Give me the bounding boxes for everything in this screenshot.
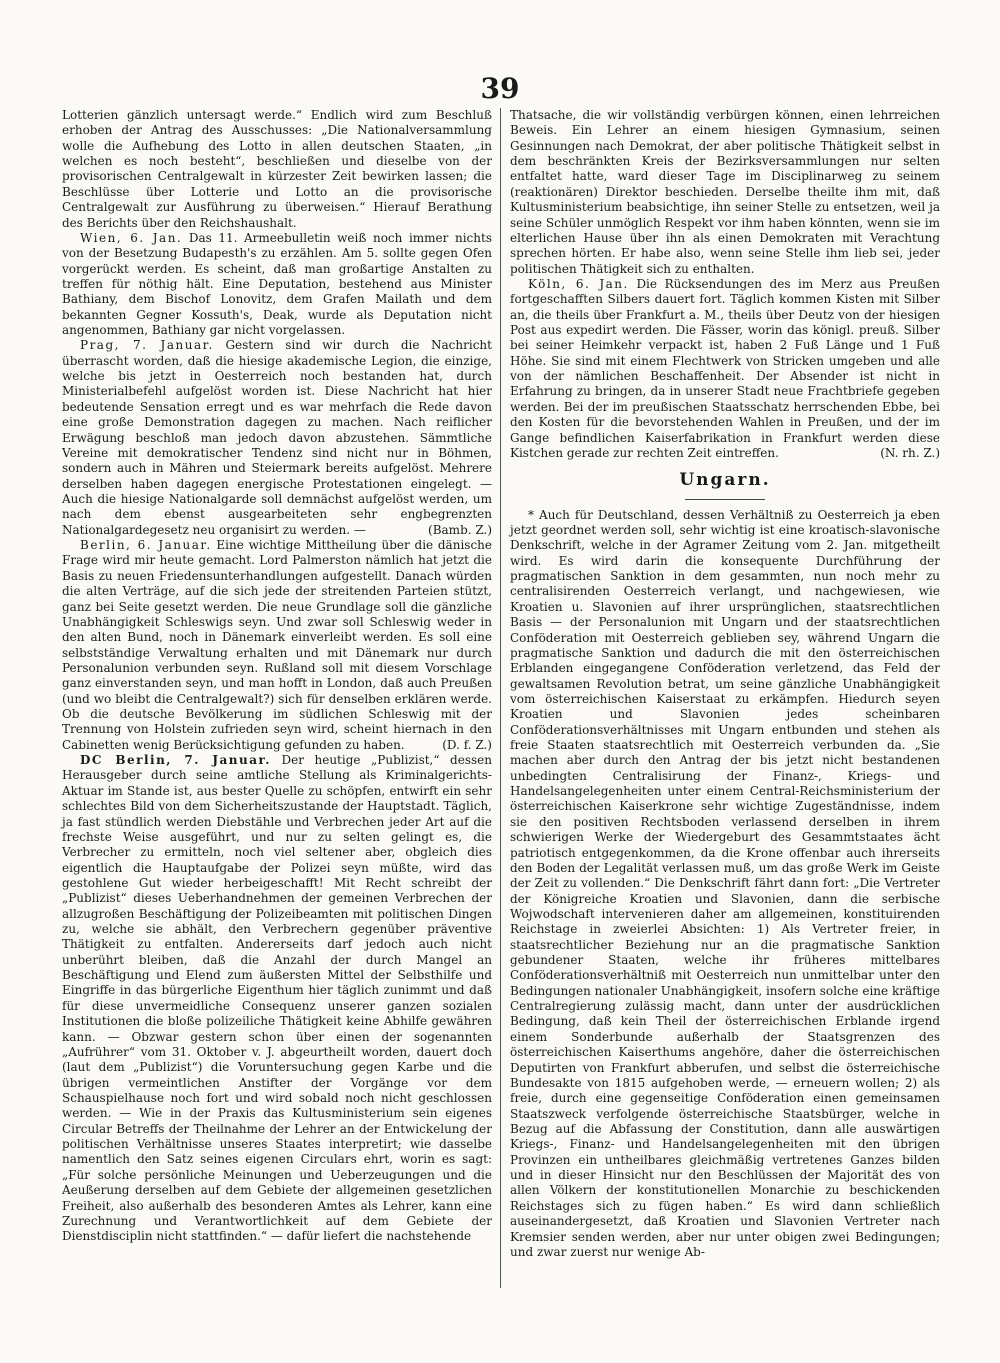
- article-prag-text: Gestern sind wir durch die Nachricht überrascht worden, daß die hiesige akademische Legion, die einzige, welche bis jetzt in Oesterreich noch bestanden hat, durch Ministerialbefehl aufgelöst worden ist. Diese Nachricht hat hier bedeutende Sensation erregt und es war mehrfach die Rede davon eine große Demonstration dagegen zu machen. Nach reiflicher Erwägung beschloß man jedoch davon abzustehen. Sämmtliche Vereine mit demokratischer Tendenz sind nicht nur in Böhmen, sondern auch in Mähren und Steiermark bereits aufgelöst. Mehrere derselben haben dagegen energische Protestationen eingelegt. — Auch die hiesige Nationalgarde soll demnächst aufgelöst werden, um nach dem ebenst ausgearbeiteten sehr engbegrenzten Nationalgardegesetz neu organisirt zu werden. —: [62, 338, 492, 537]
- article-berlin-7-continued: Thatsache, die wir vollständig verbürgen können, einen lehrreichen Beweis. Ein Lehrer an einem hiesigen Gymnasium, seinen Gesinnungen nach Demokrat, der aber politische Thätigkeit selbst in dem beschränkten Kreis der Bezirksversammlungen nur selten entfaltet hatte, ward dieser Tage im Disciplinarweg zu seinem (reaktionären) Direktor beschieden. Derselbe theilte ihm mit, daß Kultusministerium beabsichtige, ihn seiner Stelle zu entsetzen, weil ja seine Schüler unmöglich Respekt vor ihm haben könnten, wenn sie im elterlichen Hause über ihn als einen Demokraten mit Verachtung sprechen hörten. Er habe also, wenn seine Stelle ihm lieb sei, jeder politischen Thätigkeit sich zu enthalten.: [510, 108, 940, 276]
- source-nrh: (N. rh. Z.): [880, 445, 940, 460]
- article-wien-text: Das 11. Armeebulletin weiß noch immer nichts von der Besetzung Budapesth's zu erzählen. Am 5. sollte gegen Ofen vorgerückt werden. Es scheint, daß man großartige Anstalten zu treffen für nöthig hält. Eine Deputation, bestehend aus Minister Bathiany, dem Bischof Lonovitz, dem Grafen Mailath und dem bekannten Gegner Kossuth's, Deak, wurde als Deputation nicht angenommen, Bathiany gar nicht vorgelassen.: [62, 230, 492, 338]
- page-number: 39: [480, 72, 520, 105]
- left-column: [62, 108, 492, 1245]
- section-rule: [685, 499, 765, 500]
- article-ungarn: * Auch für Deutschland, dessen Verhältniß zu Oesterreich ja eben jetzt geordnet werden soll, sehr wichtig ist eine kroatisch-slavonische Denkschrift, welche in der Agramer Zeitung vom 2. Jan. mitgetheilt wird. Es wird darin die konsequente Durchführung der pragmatischen Sanktion in dem gesammten, nun noch mehr zu centralisirenden Oesterreich verlangt, und nachgewiesen, wie Kroatien u. Slavonien auf ihrer ursprünglichen, staatsrechtlichen Basis — der Personalunion mit Ungarn und der staatsrechtlichen Conföderation mit Oesterreich geblieben sey, während Ungarn die pragmatische Sanktion und dadurch die mit den österreichischen Erblanden eingegangene Conföderation verletzend, das Feld der gewaltsamen Revolution betrat, um seine gänzliche Unabhängigkeit vom österreichischen Kaiserstaat zu erkämpfen. Hiedurch seyen Kroatien und Slavonien jedes scheinbaren Conföderationsverhältnisses mit Ungarn entbunden und stehen als freie Staaten staatsrechtlich mit Oesterreich verbunden da. „Sie machen aber durch den Antrag der bis jetzt nicht bestandenen unbedingten Centralisirung der Finanz-, Kriegs- und Handelsangelegenheiten unter einem Central-Reichsministerium der österreichischen Kaiserkrone sehr wichtige Zugeständnisse, indem sie den positiven Rechtsboden verlassend derselben in ihrem schwierigen Werke der Wiedergeburt des Gesammtstaates ächt patriotisch entgegenkommen, da die Krone offenbar auch ihrerseits den Boden der Legalität verlassen muß, um das große Werk im Geiste der Zeit zu vollenden.“ Die Denkschrift fährt dann fort: „Die Vertreter der Königreiche Kroatien und Slavonien, dann die serbische Wojwodschaft intervenieren daher am allgemeinen, konstituirenden Reichstage in zweierlei Absichten: 1) Als Vertreter freier, in staatsrechtlicher Beziehung nur an die pragmatische Sanktion gebundener Staaten, welche ihr früheres mittelbares Conföderationsverhältniß mit Oesterreich nun unmittelbar unter den Bedingungen nationaler Unabhängigkeit, insofern solche eine kräftige Centralregierung zulässig macht, dann unter der ausdrücklichen Bedingung, daß kein Theil der österreichischen Erblande irgend einem Sonderbunde außerhalb der Staatsgrenzen des österreichischen Kaiserthums angehöre, daher die österreichischen Deputirten von Frankfurt abberufen, und selbst die österreichische Bundesakte von 1815 aufgehoben werde, — erneuern wollen; 2) als freie, durch eine gegenseitige Conföderation einen gemeinsamen Staatszweck verfolgende österreichische Staatsbürger, welche in Bezug auf die Abfassung der Constitution, dann alle auswärtigen Kriegs-, Finanz- und Handelsangelegenheiten mit den übrigen Provinzen ein untheilbares gleichmäßig vertretenes Ganzes bilden und in dieser Hinsicht nur den Beschlüssen der Majorität des von allen Völkern der konstitutionellen Monarchie zu beschickenden Reichstages sich zu fügen haben.“ Es wird dann schließlich auseinandergesetzt, daß Kroatien und Slavonien Vertreter nach Kremsier senden werden, aber nur unter obigen zwei Bedingungen; und zwar zuerst nur wenige Ab-: [510, 507, 940, 1259]
- article-koeln: [510, 277, 940, 461]
- right-column: [510, 108, 940, 1260]
- article-berlin-7-text: Der heutige „Publizist,“ dessen Herausgeber durch seine amtliche Stellung als Kriminalgerichts-Aktuar im Stande ist, aus bester Quelle zu schöpfen, entwirft ein sehr schlechtes Bild von dem Sicherheitszustande der Hauptstadt. Täglich, ja fast stündlich werden Diebstähle und Verbrechen jeder Art auf die frechste Weise ausgeführt, und nur zu selten gelingt es, die Verbrecher zu ermitteln, noch viel seltener aber, obgleich dies eigentlich die Hauptaufgabe der Polizei seyn müßte, wird das gestohlene Gut wieder herbeigeschafft! Mit Recht schreibt der „Publizist“ dieses Ueberhandnehmen der gemeinen Verbrechen der allzugroßen Beschäftigung der Polizeibeamten mit politischen Dingen zu, welche sie abhält, den Verbrechern gegenüber präventive Thätigkeit zu entfalten. Andererseits darf jedoch auch nicht unberührt bleiben, daß die Anzahl der durch Mangel an Beschäftigung und Elend zum äußersten Mittel der Selbsthilfe und Eingriffe in das bürgerliche Eigenthum hier täglich zunimmt und daß für diese unvermeidliche Consequenz unserer ganzen sozialen Institutionen die bloße polizeiliche Thätigkeit keine Abhilfe gewähren kann. — Obzwar gestern schon über einen der sogenannten „Aufrührer“ vom 31. Oktober v. J. abgeurtheilt worden, dauert doch (laut dem „Publizist“) die Voruntersuchung gegen Karbe und die übrigen vermeintlichen Anstifter der Vorgänge vor dem Schauspielhause noch fort und wird sobald noch nicht geschlossen werden. — Wie in der Praxis das Kultusministerium sein eigenes Circular Betreffs der Theilnahme der Lehrer an der Entwickelung der politischen Verhältnisse unseres Staates interpretirt; wie dasselbe namentlich den Satz seines eigenen Circulars ehrt, worin es sagt: „Für solche persönliche Meinungen und Ueberzeugungen und die Aeußerung derselben auf dem Gebiete der allgemeinen gesetzlichen Freiheit, also außerhalb des besonderen Amtes als Lehrer, kann eine Zurechnung und Verantwortlichkeit auf dem Gebiete der Dienstdisciplin nicht stattfinden.“ — dafür liefert die nachstehende: [62, 753, 492, 1244]
- article-koeln-text: Die Rücksendungen des im Merz aus Preußen fortgeschafften Silbers dauert fort. Täglich kommen Kisten mit Silber an, die theils über Frankfurt a. M., theils über Deutz von der hiesigen Post aus expedirt werden. Die Fässer, worin das königl. preuß. Silber bei seiner Heimkehr verpackt ist, haben 2 Fuß Länge und 1 Fuß Höhe. Sie sind mit einem Flechtwerk von Stricken umgeben und alle von der nämlichen Beschaffenheit. Der Absender ist nicht in Erfahrung zu bringen, da in unserer Stadt neue Frachtbriefe gegeben werden. Bei der im preußischen Staatsschatz herrschenden Ebbe, bei den Kosten für die bevorstehenden Wahlen in Preußen, und der im Gange befindlichen Kaiserfabrikation in Frankfurt werden diese Kistchen gerade zur rechten Zeit eintreffen.: [510, 276, 940, 460]
- article-lottery-end: Lotterien gänzlich untersagt werde.“ Endlich wird zum Beschluß erhoben der Antrag des Ausschusses: „Die Nationalversammlung wolle die Aufhebung des Lotto in allen deutschen Staaten, „in welchen es noch besteht“, beschließen und dieselbe von der provisorischen Centralgewalt in kürzester Zeit bewirken lassen; die Beschlüsse über Lotterie und Lotto an die provisorische Centralgewalt zur Ausführung zu überweisen.“ Hierauf Berathung des Berichts über den Reichshaushalt.: [62, 108, 492, 230]
- section-heading-ungarn: Ungarn.: [679, 470, 771, 491]
- article-prag: [62, 338, 492, 538]
- dateline-berlin-7: DC Berlin, 7. Januar.: [80, 753, 271, 768]
- dateline-wien: Wien, 6. Jan.: [80, 230, 183, 245]
- article-berlin-6-text: Eine wichtige Mittheilung über die dänische Frage wird mir heute gemacht. Lord Palmerston nämlich hat jetzt die Basis zu neuen Friedensunterhandlungen aufgestellt. Danach würden die alten Verträge, auf die sich jede der streitenden Parteien stützt, ganz bei Seite gesetzt werden. Die neue Grundlage soll die gänzliche Unabhängigkeit Schleswigs seyn. Und zwar soll Schleswig weder in den alten Bund, noch in Dänemark einverleibt werden. Es soll eine selbstständige Verwaltung erhalten und mit Dänemark nur durch Personalunion verbunden seyn. Rußland soll mit diesem Vorschlage ganz einverstanden seyn, und man hofft in London, daß auch Preußen (und wo bleibt die Centralgewalt?) sich für denselben erklären werde. Ob die deutsche Bevölkerung im südlichen Schleswig mit der Trennung von Holstein zufrieden seyn wird, scheint hiernach in den Cabinetten wenig Berücksichtigung gefunden zu haben.: [62, 538, 492, 752]
- source-df: (D. f. Z.): [442, 737, 492, 752]
- column-divider: [500, 108, 501, 1288]
- dateline-berlin-6: Berlin, 6. Januar.: [80, 538, 212, 553]
- article-berlin-6: [62, 538, 492, 753]
- article-berlin-7: [62, 753, 492, 1245]
- article-wien: [62, 231, 492, 339]
- source-bamb: (Bamb. Z.): [428, 522, 492, 537]
- dateline-prag: Prag, 7. Januar.: [80, 338, 214, 353]
- dateline-koeln: Köln, 6. Jan.: [528, 276, 629, 291]
